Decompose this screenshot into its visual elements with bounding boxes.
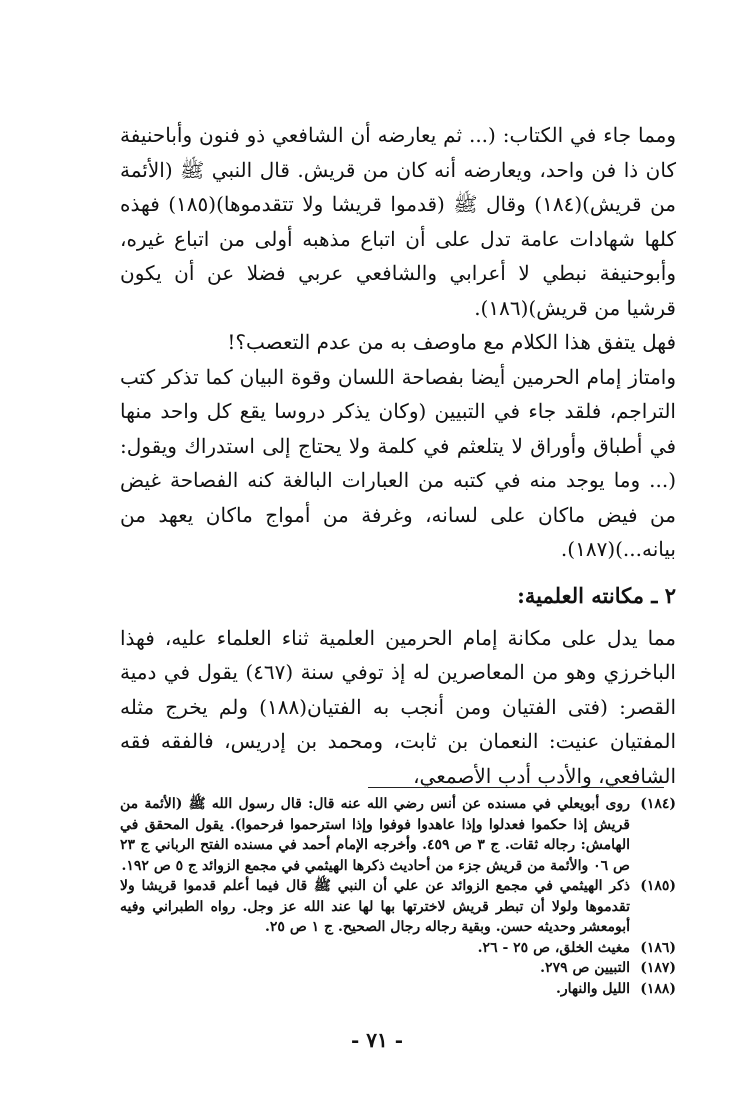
footnote-187 xyxy=(120,958,676,979)
paragraph-scholarly-status: مما يدل على مكانة إمام الحرمين العلمية ثناء العلماء عليه، فهذا الباخرزي وهو من المعاصرين له إذ توفي سنة (٤٦٧) يقول في دمية القصر: (فتى الفتيان ومن أنجب به الفتيان(١٨٨) ولم يخرج مثله المفتيان عنيت: النعمان بن ثابت، ومحمد بن إدريس، فالفقه فقه الشافعي، والأدب أدب الأصمعي، xyxy=(120,625,677,788)
footnote-number: (١٨٦) xyxy=(640,939,676,956)
paragraph-question: فهل يتفق هذا الكلام مع ماوصف به من عدم التعصب؟! xyxy=(227,330,676,354)
footnote-text: الليل والنهار. xyxy=(556,980,630,997)
footnote-184 xyxy=(120,794,676,876)
footnote-text: ذكر الهيثمي في مجمع الزوائد عن علي أن النبي ﷺ قال فيما أعلم قدموا قريشا ولا تقدموها ولولا أن تبطر قريش لاخترتها بها لها عند الله عز وجل. رواه الطبراني وفيه أبومعشر وحديثه حسن. وبقية رجاله رجال الصحيح. ج ١ ص ٢٥. xyxy=(120,878,630,935)
footnote-185 xyxy=(120,876,676,938)
main-text xyxy=(120,118,676,793)
paragraph-quote-shafii: ومما جاء في الكتاب: (... ثم يعارضه أن الشافعي ذو فنون وأباحنيفة كان ذا فن واحد، ويعارضه أنه كان من قريش. قال النبي ﷺ (الأئمة من قريش)(١٨٤) وقال ﷺ (قدموا قريشا ولا تتقدموها)(١٨٥) فهذه كلها شهادات عامة تدل على أن اتباع مذهبه أولى من اتباع غيره، وأبوحنيفة نبطي لا أعرابي والشافعي عربي فضلا عن أن يكون قرشيا من قريش)(١٨٦). xyxy=(120,123,677,320)
footnote-divider xyxy=(368,787,664,788)
section-heading: ٢ ـ مكانته العلمية: xyxy=(517,582,676,608)
footnote-text: التبيين ص ٢٧٩. xyxy=(540,960,630,976)
footnote-text: مغيث الخلق، ص ٢٥ - ٢٦. xyxy=(477,939,630,956)
footnote-number: (١٨٥) xyxy=(640,878,676,894)
page-number: - ٧١ - xyxy=(350,1028,403,1052)
footnote-188 xyxy=(120,979,676,1000)
paragraph-eloquence: وامتاز إمام الحرمين أيضا بفصاحة اللسان وقوة البيان كما تذكر كتب التراجم، فلقد جاء في التبيين (وكان يذكر دروسا يقع كل واحد منها في أطباق وأوراق لا يتلعثم في كلمة ولا يحتاج إلى استدراك ويقول: (... وما يوجد منه في كتبه من العبارات البالغة كنه الفصاحة غيض من فيض ماكان على لسانه، وغرفة من أمواج ماكان يعهد من بيانه...)(١٨٧). xyxy=(120,364,676,561)
footnote-186 xyxy=(120,938,676,959)
footnote-number: (١٨٧) xyxy=(640,960,676,976)
footnote-text: روى أبويعلي في مسنده عن أنس رضي الله عنه قال: قال رسول الله ﷺ (الأئمة من قريش إذا حكموا فعدلوا وإذا عاهدوا فوفوا وإذا استرحموا فرحموا). يقول المحقق في الهامش: رجاله ثقات. ج ٣ ص ٤٥٩. وأخرجه الإمام أحمد في مسنده الفتح الرباني ج ٢٣ ص ٠٦ والأئمة من قريش جزء من أحاديث ذكرها الهيثمي في مجمع الزوائد ج ٥ ص ١٩٢. xyxy=(120,796,630,874)
footnote-number: (١٨٤) xyxy=(640,796,676,812)
footnote-number: (١٨٨) xyxy=(640,980,676,997)
footnotes xyxy=(120,794,676,999)
